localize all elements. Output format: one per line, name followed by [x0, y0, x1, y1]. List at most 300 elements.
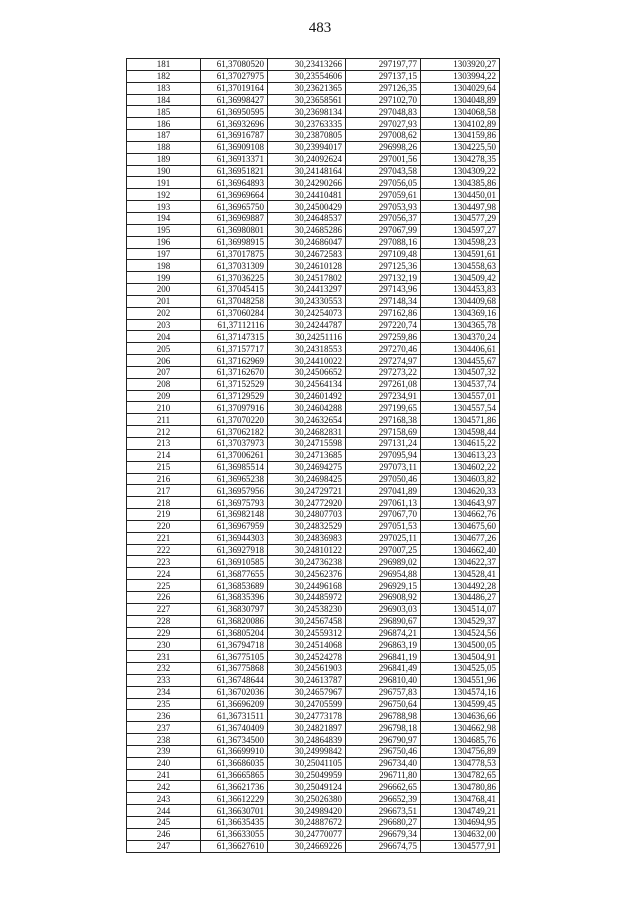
- table-row: [127, 520, 500, 532]
- point-number-cell: 237: [127, 722, 201, 734]
- table-row: [127, 319, 500, 331]
- point-number-cell: 221: [127, 532, 201, 544]
- latitude-cell: 61,36909108: [201, 141, 268, 153]
- longitude-cell: 30,24657967: [268, 686, 346, 698]
- x-coordinate-cell: 297041,89: [346, 485, 421, 497]
- latitude-cell: 61,36944303: [201, 532, 268, 544]
- y-coordinate-cell: 1304497,98: [421, 201, 500, 213]
- point-number-cell: 191: [127, 177, 201, 189]
- point-number-cell: 202: [127, 307, 201, 319]
- longitude-cell: 30,24694275: [268, 461, 346, 473]
- longitude-cell: 30,23554606: [268, 70, 346, 82]
- latitude-cell: 61,36740409: [201, 722, 268, 734]
- latitude-cell: 61,36927918: [201, 544, 268, 556]
- point-number-cell: 197: [127, 248, 201, 260]
- table-row: [127, 307, 500, 319]
- point-number-cell: 231: [127, 651, 201, 663]
- y-coordinate-cell: 1304500,05: [421, 639, 500, 651]
- latitude-cell: 61,36910585: [201, 556, 268, 568]
- table-row: [127, 674, 500, 686]
- x-coordinate-cell: 297095,94: [346, 449, 421, 461]
- point-number-cell: 238: [127, 734, 201, 746]
- y-coordinate-cell: 1304636,66: [421, 710, 500, 722]
- point-number-cell: 241: [127, 769, 201, 781]
- point-number-cell: 182: [127, 70, 201, 82]
- x-coordinate-cell: 297234,91: [346, 390, 421, 402]
- table-row: [127, 414, 500, 426]
- y-coordinate-cell: 1304528,41: [421, 568, 500, 580]
- y-coordinate-cell: 1304768,41: [421, 793, 500, 805]
- longitude-cell: 30,25049959: [268, 769, 346, 781]
- table-row: [127, 627, 500, 639]
- point-number-cell: 204: [127, 331, 201, 343]
- y-coordinate-cell: 1304694,95: [421, 817, 500, 829]
- latitude-cell: 61,36702036: [201, 686, 268, 698]
- longitude-cell: 30,24485972: [268, 591, 346, 603]
- latitude-cell: 61,37147315: [201, 331, 268, 343]
- x-coordinate-cell: 297053,93: [346, 201, 421, 213]
- point-number-cell: 193: [127, 201, 201, 213]
- longitude-cell: 30,24290266: [268, 177, 346, 189]
- point-number-cell: 190: [127, 165, 201, 177]
- latitude-cell: 61,36985514: [201, 461, 268, 473]
- latitude-cell: 61,37027975: [201, 70, 268, 82]
- latitude-cell: 61,36775868: [201, 663, 268, 675]
- table-row: [127, 710, 500, 722]
- x-coordinate-cell: 297143,96: [346, 284, 421, 296]
- x-coordinate-cell: 297050,46: [346, 473, 421, 485]
- point-number-cell: 195: [127, 224, 201, 236]
- y-coordinate-cell: 1304557,01: [421, 390, 500, 402]
- x-coordinate-cell: 296652,39: [346, 793, 421, 805]
- longitude-cell: 30,24705599: [268, 698, 346, 710]
- table-row: [127, 165, 500, 177]
- x-coordinate-cell: 297067,70: [346, 509, 421, 521]
- x-coordinate-cell: 297059,61: [346, 189, 421, 201]
- longitude-cell: 30,24244787: [268, 319, 346, 331]
- longitude-cell: 30,24610128: [268, 260, 346, 272]
- table-row: [127, 639, 500, 651]
- table-body: [127, 59, 500, 853]
- latitude-cell: 61,37129529: [201, 390, 268, 402]
- longitude-cell: 30,24562376: [268, 568, 346, 580]
- point-number-cell: 244: [127, 805, 201, 817]
- y-coordinate-cell: 1304453,83: [421, 284, 500, 296]
- table-row: [127, 106, 500, 118]
- latitude-cell: 61,36932696: [201, 118, 268, 130]
- y-coordinate-cell: 1304622,37: [421, 556, 500, 568]
- table-row: [127, 378, 500, 390]
- latitude-cell: 61,36696209: [201, 698, 268, 710]
- y-coordinate-cell: 1304574,16: [421, 686, 500, 698]
- latitude-cell: 61,37152529: [201, 378, 268, 390]
- point-number-cell: 214: [127, 449, 201, 461]
- longitude-cell: 30,24989420: [268, 805, 346, 817]
- point-number-cell: 196: [127, 236, 201, 248]
- table-row: [127, 426, 500, 438]
- table-row: [127, 272, 500, 284]
- point-number-cell: 228: [127, 615, 201, 627]
- x-coordinate-cell: 297051,53: [346, 520, 421, 532]
- longitude-cell: 30,24500429: [268, 201, 346, 213]
- latitude-cell: 61,36853689: [201, 580, 268, 592]
- x-coordinate-cell: 297001,56: [346, 153, 421, 165]
- latitude-cell: 61,36794718: [201, 639, 268, 651]
- x-coordinate-cell: 296954,88: [346, 568, 421, 580]
- latitude-cell: 61,36957956: [201, 485, 268, 497]
- longitude-cell: 30,24810122: [268, 544, 346, 556]
- table-row: [127, 651, 500, 663]
- point-number-cell: 235: [127, 698, 201, 710]
- longitude-cell: 30,24736238: [268, 556, 346, 568]
- table-row: [127, 260, 500, 272]
- y-coordinate-cell: 1304615,22: [421, 438, 500, 450]
- longitude-cell: 30,24864839: [268, 734, 346, 746]
- latitude-cell: 61,36980801: [201, 224, 268, 236]
- longitude-cell: 30,24092624: [268, 153, 346, 165]
- x-coordinate-cell: 296757,83: [346, 686, 421, 698]
- x-coordinate-cell: 296810,40: [346, 674, 421, 686]
- x-coordinate-cell: 297261,08: [346, 378, 421, 390]
- point-number-cell: 236: [127, 710, 201, 722]
- x-coordinate-cell: 296908,92: [346, 591, 421, 603]
- x-coordinate-cell: 297132,19: [346, 272, 421, 284]
- longitude-cell: 30,23621365: [268, 82, 346, 94]
- longitude-cell: 30,24559312: [268, 627, 346, 639]
- y-coordinate-cell: 1304524,56: [421, 627, 500, 639]
- y-coordinate-cell: 1304780,86: [421, 781, 500, 793]
- latitude-cell: 61,36630701: [201, 805, 268, 817]
- x-coordinate-cell: 297061,13: [346, 497, 421, 509]
- y-coordinate-cell: 1304778,53: [421, 757, 500, 769]
- y-coordinate-cell: 1304675,60: [421, 520, 500, 532]
- table-row: [127, 189, 500, 201]
- table-row: [127, 355, 500, 367]
- x-coordinate-cell: 296673,51: [346, 805, 421, 817]
- x-coordinate-cell: 297274,97: [346, 355, 421, 367]
- point-number-cell: 216: [127, 473, 201, 485]
- longitude-cell: 30,24604288: [268, 402, 346, 414]
- point-number-cell: 199: [127, 272, 201, 284]
- latitude-cell: 61,36877655: [201, 568, 268, 580]
- x-coordinate-cell: 296890,67: [346, 615, 421, 627]
- x-coordinate-cell: 296679,34: [346, 828, 421, 840]
- point-number-cell: 233: [127, 674, 201, 686]
- y-coordinate-cell: 1304225,50: [421, 141, 500, 153]
- y-coordinate-cell: 1304597,27: [421, 224, 500, 236]
- latitude-cell: 61,36635435: [201, 817, 268, 829]
- longitude-cell: 30,24410481: [268, 189, 346, 201]
- longitude-cell: 30,24517802: [268, 272, 346, 284]
- latitude-cell: 61,36627610: [201, 840, 268, 852]
- table-row: [127, 603, 500, 615]
- latitude-cell: 61,37037973: [201, 438, 268, 450]
- latitude-cell: 61,37019164: [201, 82, 268, 94]
- y-coordinate-cell: 1304598,44: [421, 426, 500, 438]
- table-row: [127, 781, 500, 793]
- y-coordinate-cell: 1303994,22: [421, 70, 500, 82]
- x-coordinate-cell: 296711,80: [346, 769, 421, 781]
- longitude-cell: 30,24836983: [268, 532, 346, 544]
- x-coordinate-cell: 297220,74: [346, 319, 421, 331]
- latitude-cell: 61,36951821: [201, 165, 268, 177]
- longitude-cell: 30,24672583: [268, 248, 346, 260]
- table-row: [127, 236, 500, 248]
- x-coordinate-cell: 297008,62: [346, 130, 421, 142]
- latitude-cell: 61,36913371: [201, 153, 268, 165]
- x-coordinate-cell: 297125,36: [346, 260, 421, 272]
- longitude-cell: 30,24613787: [268, 674, 346, 686]
- x-coordinate-cell: 297056,37: [346, 212, 421, 224]
- longitude-cell: 30,24669226: [268, 840, 346, 852]
- y-coordinate-cell: 1304492,28: [421, 580, 500, 592]
- y-coordinate-cell: 1304577,91: [421, 840, 500, 852]
- y-coordinate-cell: 1303920,27: [421, 59, 500, 71]
- x-coordinate-cell: 296989,02: [346, 556, 421, 568]
- longitude-cell: 30,24713685: [268, 449, 346, 461]
- y-coordinate-cell: 1304662,98: [421, 722, 500, 734]
- table-row: [127, 438, 500, 450]
- latitude-cell: 61,37036225: [201, 272, 268, 284]
- y-coordinate-cell: 1304514,07: [421, 603, 500, 615]
- x-coordinate-cell: 296841,49: [346, 663, 421, 675]
- latitude-cell: 61,37080520: [201, 59, 268, 71]
- point-number-cell: 208: [127, 378, 201, 390]
- x-coordinate-cell: 296750,46: [346, 745, 421, 757]
- latitude-cell: 61,37162670: [201, 366, 268, 378]
- latitude-cell: 61,36964893: [201, 177, 268, 189]
- point-number-cell: 217: [127, 485, 201, 497]
- x-coordinate-cell: 296841,19: [346, 651, 421, 663]
- point-number-cell: 206: [127, 355, 201, 367]
- x-coordinate-cell: 297073,11: [346, 461, 421, 473]
- table-row: [127, 556, 500, 568]
- point-number-cell: 232: [127, 663, 201, 675]
- table-row: [127, 284, 500, 296]
- y-coordinate-cell: 1304598,23: [421, 236, 500, 248]
- y-coordinate-cell: 1304662,40: [421, 544, 500, 556]
- point-number-cell: 200: [127, 284, 201, 296]
- y-coordinate-cell: 1304504,91: [421, 651, 500, 663]
- latitude-cell: 61,36967959: [201, 520, 268, 532]
- table-row: [127, 331, 500, 343]
- y-coordinate-cell: 1304591,61: [421, 248, 500, 260]
- table-row: [127, 722, 500, 734]
- latitude-cell: 61,36612229: [201, 793, 268, 805]
- table-row: [127, 544, 500, 556]
- y-coordinate-cell: 1304749,21: [421, 805, 500, 817]
- longitude-cell: 30,24686047: [268, 236, 346, 248]
- point-number-cell: 247: [127, 840, 201, 852]
- x-coordinate-cell: 296798,18: [346, 722, 421, 734]
- point-number-cell: 240: [127, 757, 201, 769]
- point-number-cell: 209: [127, 390, 201, 402]
- x-coordinate-cell: 297259,86: [346, 331, 421, 343]
- latitude-cell: 61,36731511: [201, 710, 268, 722]
- point-number-cell: 192: [127, 189, 201, 201]
- longitude-cell: 30,24999842: [268, 745, 346, 757]
- table-row: [127, 532, 500, 544]
- table-row: [127, 568, 500, 580]
- point-number-cell: 245: [127, 817, 201, 829]
- table-row: [127, 734, 500, 746]
- y-coordinate-cell: 1304370,24: [421, 331, 500, 343]
- y-coordinate-cell: 1304048,89: [421, 94, 500, 106]
- y-coordinate-cell: 1304602,22: [421, 461, 500, 473]
- point-number-cell: 198: [127, 260, 201, 272]
- point-number-cell: 234: [127, 686, 201, 698]
- x-coordinate-cell: 296874,21: [346, 627, 421, 639]
- y-coordinate-cell: 1304685,76: [421, 734, 500, 746]
- latitude-cell: 61,36965238: [201, 473, 268, 485]
- longitude-cell: 30,24564134: [268, 378, 346, 390]
- table-row: [127, 295, 500, 307]
- latitude-cell: 61,37060284: [201, 307, 268, 319]
- table-row: [127, 757, 500, 769]
- latitude-cell: 61,36775105: [201, 651, 268, 663]
- point-number-cell: 226: [127, 591, 201, 603]
- longitude-cell: 30,24254073: [268, 307, 346, 319]
- x-coordinate-cell: 297273,22: [346, 366, 421, 378]
- latitude-cell: 61,37070220: [201, 414, 268, 426]
- table-row: [127, 793, 500, 805]
- latitude-cell: 61,36748644: [201, 674, 268, 686]
- x-coordinate-cell: 296790,97: [346, 734, 421, 746]
- y-coordinate-cell: 1304603,82: [421, 473, 500, 485]
- latitude-cell: 61,36633055: [201, 828, 268, 840]
- longitude-cell: 30,25049124: [268, 781, 346, 793]
- longitude-cell: 30,23994017: [268, 141, 346, 153]
- x-coordinate-cell: 297027,93: [346, 118, 421, 130]
- latitude-cell: 61,36699910: [201, 745, 268, 757]
- point-number-cell: 194: [127, 212, 201, 224]
- latitude-cell: 61,36998427: [201, 94, 268, 106]
- table-row: [127, 745, 500, 757]
- table-row: [127, 177, 500, 189]
- latitude-cell: 61,36998915: [201, 236, 268, 248]
- y-coordinate-cell: 1304365,78: [421, 319, 500, 331]
- y-coordinate-cell: 1304632,00: [421, 828, 500, 840]
- y-coordinate-cell: 1304102,89: [421, 118, 500, 130]
- x-coordinate-cell: 296903,03: [346, 603, 421, 615]
- latitude-cell: 61,36916787: [201, 130, 268, 142]
- longitude-cell: 30,24887672: [268, 817, 346, 829]
- longitude-cell: 30,24698425: [268, 473, 346, 485]
- table-row: [127, 485, 500, 497]
- longitude-cell: 30,24632654: [268, 414, 346, 426]
- longitude-cell: 30,24715598: [268, 438, 346, 450]
- x-coordinate-cell: 297109,48: [346, 248, 421, 260]
- longitude-cell: 30,24832529: [268, 520, 346, 532]
- x-coordinate-cell: 297126,35: [346, 82, 421, 94]
- y-coordinate-cell: 1304369,16: [421, 307, 500, 319]
- y-coordinate-cell: 1304643,97: [421, 497, 500, 509]
- longitude-cell: 30,24506652: [268, 366, 346, 378]
- x-coordinate-cell: 296998,26: [346, 141, 421, 153]
- x-coordinate-cell: 296734,40: [346, 757, 421, 769]
- table-row: [127, 248, 500, 260]
- latitude-cell: 61,37031309: [201, 260, 268, 272]
- longitude-cell: 30,24410022: [268, 355, 346, 367]
- x-coordinate-cell: 296863,19: [346, 639, 421, 651]
- longitude-cell: 30,24729721: [268, 485, 346, 497]
- point-number-cell: 223: [127, 556, 201, 568]
- y-coordinate-cell: 1304509,42: [421, 272, 500, 284]
- table-row: [127, 473, 500, 485]
- longitude-cell: 30,24330553: [268, 295, 346, 307]
- point-number-cell: 212: [127, 426, 201, 438]
- table-row: [127, 94, 500, 106]
- table-row: [127, 509, 500, 521]
- latitude-cell: 61,36621736: [201, 781, 268, 793]
- point-number-cell: 229: [127, 627, 201, 639]
- longitude-cell: 30,23763335: [268, 118, 346, 130]
- point-number-cell: 187: [127, 130, 201, 142]
- x-coordinate-cell: 297056,05: [346, 177, 421, 189]
- point-number-cell: 220: [127, 520, 201, 532]
- point-number-cell: 227: [127, 603, 201, 615]
- y-coordinate-cell: 1304599,45: [421, 698, 500, 710]
- x-coordinate-cell: 297102,70: [346, 94, 421, 106]
- point-number-cell: 215: [127, 461, 201, 473]
- y-coordinate-cell: 1304409,68: [421, 295, 500, 307]
- table-row: [127, 141, 500, 153]
- y-coordinate-cell: 1304455,67: [421, 355, 500, 367]
- point-number-cell: 205: [127, 343, 201, 355]
- point-number-cell: 185: [127, 106, 201, 118]
- x-coordinate-cell: 297158,69: [346, 426, 421, 438]
- longitude-cell: 30,24561903: [268, 663, 346, 675]
- latitude-cell: 61,36969664: [201, 189, 268, 201]
- table-row: [127, 402, 500, 414]
- latitude-cell: 61,37006261: [201, 449, 268, 461]
- latitude-cell: 61,37045415: [201, 284, 268, 296]
- point-number-cell: 186: [127, 118, 201, 130]
- latitude-cell: 61,37062182: [201, 426, 268, 438]
- longitude-cell: 30,24567458: [268, 615, 346, 627]
- table-row: [127, 769, 500, 781]
- latitude-cell: 61,36820086: [201, 615, 268, 627]
- point-number-cell: 203: [127, 319, 201, 331]
- table-row: [127, 118, 500, 130]
- y-coordinate-cell: 1304620,33: [421, 485, 500, 497]
- longitude-cell: 30,24514068: [268, 639, 346, 651]
- table-row: [127, 580, 500, 592]
- point-number-cell: 225: [127, 580, 201, 592]
- point-number-cell: 201: [127, 295, 201, 307]
- table-row: [127, 70, 500, 82]
- x-coordinate-cell: 297162,86: [346, 307, 421, 319]
- table-row: [127, 615, 500, 627]
- y-coordinate-cell: 1304577,29: [421, 212, 500, 224]
- latitude-cell: 61,36805204: [201, 627, 268, 639]
- longitude-cell: 30,24648537: [268, 212, 346, 224]
- latitude-cell: 61,37048258: [201, 295, 268, 307]
- longitude-cell: 30,23413266: [268, 59, 346, 71]
- latitude-cell: 61,36969887: [201, 212, 268, 224]
- table-row: [127, 686, 500, 698]
- y-coordinate-cell: 1304537,74: [421, 378, 500, 390]
- y-coordinate-cell: 1304450,01: [421, 189, 500, 201]
- x-coordinate-cell: 297007,25: [346, 544, 421, 556]
- longitude-cell: 30,25041105: [268, 757, 346, 769]
- x-coordinate-cell: 297131,24: [346, 438, 421, 450]
- x-coordinate-cell: 297025,11: [346, 532, 421, 544]
- y-coordinate-cell: 1304613,23: [421, 449, 500, 461]
- y-coordinate-cell: 1304782,65: [421, 769, 500, 781]
- x-coordinate-cell: 297088,16: [346, 236, 421, 248]
- latitude-cell: 61,36686035: [201, 757, 268, 769]
